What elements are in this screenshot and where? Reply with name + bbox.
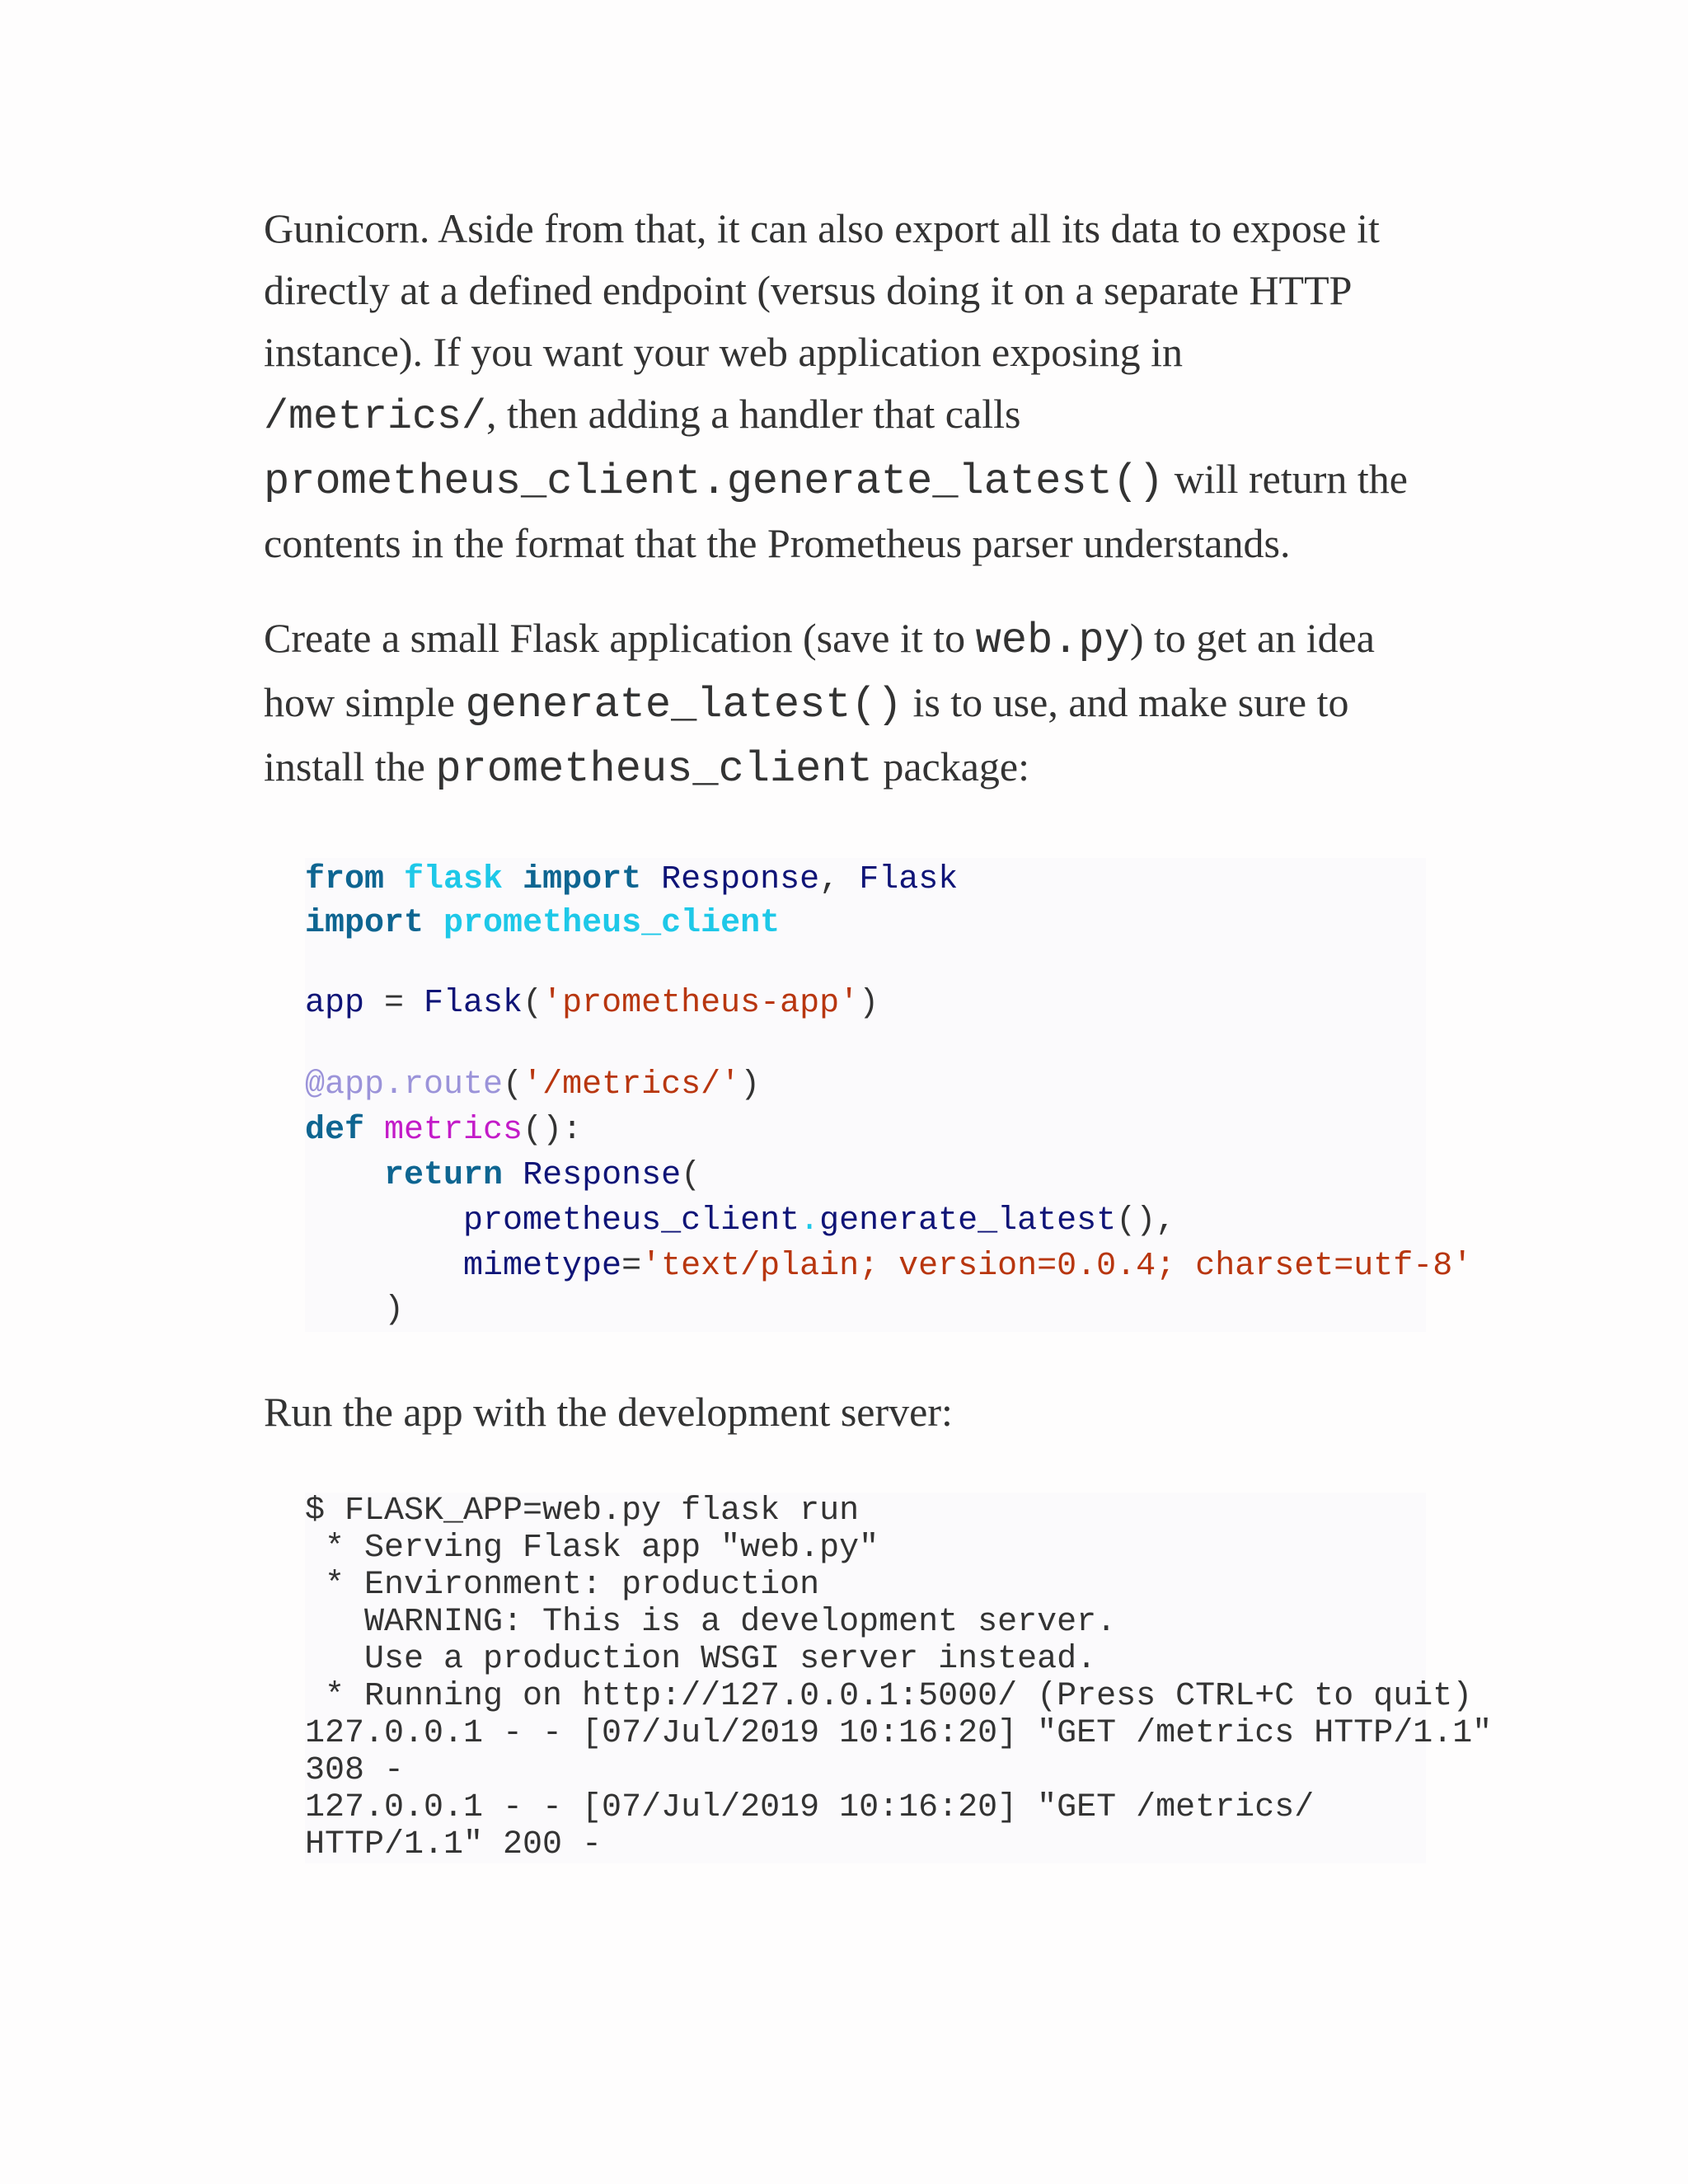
punctuation: (: [503, 1066, 523, 1104]
code-line: [305, 982, 1426, 1027]
string-literal: 'text/plain; version=0.0.4; charset=utf-8': [641, 1248, 1473, 1285]
text-span: will return the contents in the format that the Prometheus parser understands.: [264, 456, 1408, 566]
text-span: ) to get an idea how simple: [264, 615, 1375, 725]
keyword: import: [305, 905, 424, 942]
operator: =: [364, 985, 424, 1022]
identifier: prometheus_client: [463, 1202, 800, 1240]
code-line: [305, 1063, 1426, 1108]
identifier: generate_latest: [819, 1202, 1117, 1240]
operator: .: [799, 1202, 820, 1240]
code-line: [305, 1108, 1426, 1154]
paragraph-flask-app: [264, 607, 1426, 800]
terminal-line: HTTP/1.1" 200 -: [305, 1826, 603, 1863]
inline-code-metrics-path: /metrics/: [264, 394, 487, 441]
code-block-terminal: [305, 1493, 1493, 1863]
operator: =: [621, 1248, 642, 1285]
code-blank-line: [305, 1027, 1426, 1063]
punctuation: (: [681, 1157, 701, 1194]
terminal-line: WARNING: This is a development server.: [305, 1604, 1117, 1641]
function-name: metrics: [384, 1112, 523, 1149]
code-line: [305, 858, 1426, 902]
identifier: Flask: [859, 861, 959, 898]
identifier: app: [305, 985, 365, 1022]
page-content: [264, 198, 1493, 1863]
terminal-line: Use a production WSGI server instead.: [305, 1641, 1097, 1678]
terminal-line: * Running on http://127.0.0.1:5000/ (Press CTRL+C to quit): [305, 1678, 1473, 1715]
text-span: Create a small Flask application (save it to: [264, 615, 976, 661]
terminal-line: * Environment: production: [305, 1567, 820, 1604]
code-line: [305, 902, 1426, 945]
terminal-line: 127.0.0.1 - - [07/Jul/2019 10:16:20] "GET /metrics/: [305, 1789, 1315, 1826]
keyword: import: [523, 861, 642, 898]
punctuation: ): [384, 1291, 405, 1329]
code-line: [305, 1154, 1426, 1199]
code-blank-line: [305, 945, 1426, 982]
text-span: Gunicorn. Aside from that, it can also export all its data to expose it directly at a defined endpoint (versus doing it on a separate HTTP instance). If you want your web application exposing in: [264, 205, 1380, 375]
module-name: flask: [404, 861, 504, 898]
text-span: , then adding a handler that calls: [486, 391, 1021, 437]
decorator: @app.route: [305, 1066, 504, 1104]
keyword: from: [305, 861, 385, 898]
text-span: Run the app with the development server:: [264, 1389, 953, 1435]
inline-code-web-py: web.py: [975, 616, 1130, 665]
terminal-line: 127.0.0.1 - - [07/Jul/2019 10:16:20] "GET /metrics HTTP/1.1": [305, 1715, 1493, 1752]
inline-code-generate-latest: prometheus_client.generate_latest(): [264, 457, 1165, 506]
paragraph-run-app: [264, 1381, 1426, 1443]
identifier: mimetype: [463, 1248, 622, 1285]
punctuation: ): [740, 1066, 761, 1104]
paragraph-prometheus-export: [264, 198, 1426, 574]
terminal-line: * Serving Flask app "web.py": [305, 1530, 879, 1567]
code-line: [305, 1288, 1426, 1332]
punctuation: (),: [1116, 1202, 1176, 1240]
code-line: [305, 1244, 1473, 1288]
punctuation: ():: [523, 1112, 583, 1149]
punctuation: ): [859, 985, 879, 1022]
punctuation: (: [523, 985, 543, 1022]
inline-code-prometheus-client: prometheus_client: [435, 745, 873, 794]
code-line: [305, 1199, 1426, 1244]
identifier: Flask: [424, 985, 523, 1022]
inline-code-generate-latest-fn: generate_latest(): [465, 681, 903, 729]
identifier: Response: [661, 861, 820, 898]
keyword: return: [384, 1157, 504, 1194]
text-span: is to use, and make sure to install the: [264, 679, 1349, 790]
terminal-line: $ FLASK_APP=web.py flask run: [305, 1493, 860, 1530]
text-span: package:: [872, 743, 1029, 790]
string-literal: 'prometheus-app': [542, 985, 860, 1022]
terminal-line: 308 -: [305, 1752, 405, 1789]
punctuation: ,: [819, 861, 840, 898]
module-name: prometheus_client: [443, 905, 781, 942]
string-literal: '/metrics/': [523, 1066, 741, 1104]
identifier: Response: [523, 1157, 682, 1194]
keyword: def: [305, 1112, 365, 1149]
code-block-python: [305, 858, 1473, 1332]
